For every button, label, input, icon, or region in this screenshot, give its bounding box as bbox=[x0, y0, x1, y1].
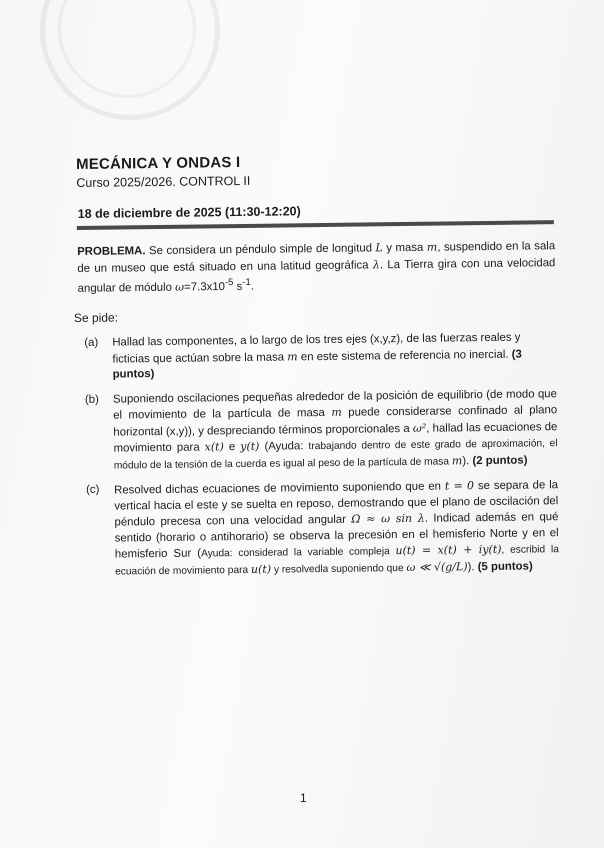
header-rule bbox=[77, 220, 554, 230]
math-omega: ω bbox=[175, 280, 185, 294]
question-c bbox=[86, 477, 559, 580]
help-text: trabajando dentro de este grado de aproximación, el módulo de la tensión de la cuerda es igual al peso de la partícula de masa bbox=[113, 438, 558, 472]
math-m: m bbox=[451, 454, 463, 468]
points: (2 puntos) bbox=[472, 454, 528, 467]
math-yt: y(t) bbox=[240, 440, 260, 454]
math-t0: t = 0 bbox=[444, 479, 475, 493]
text: ). bbox=[467, 560, 478, 574]
question-label: (c) bbox=[86, 484, 100, 497]
text: puede considerarse confinado al plano horizontal (x,y)), y despreciando términos proporcionales a bbox=[113, 404, 558, 439]
math-ut: u(t) bbox=[250, 562, 272, 576]
problem-text: . La Tierra gira con una velocidad angular de módulo bbox=[77, 256, 556, 295]
math-omega-squared: ω² bbox=[412, 421, 427, 435]
se-pide-heading: Se pide: bbox=[73, 310, 119, 326]
exam-date: 18 de diciembre de 2025 (11:30-12:20) bbox=[77, 204, 301, 221]
help-text: y resolvedla suponiendo que bbox=[271, 562, 407, 576]
question-label: (b) bbox=[84, 393, 99, 406]
math-m: m bbox=[287, 350, 298, 364]
points: (5 puntos) bbox=[477, 560, 533, 573]
help-text: , escribid la ecuación de movimiento para bbox=[115, 544, 559, 578]
problem-text: . bbox=[250, 280, 255, 293]
question-text bbox=[112, 330, 557, 383]
problem-text: y masa bbox=[382, 241, 427, 255]
text: Suponiendo oscilaciones pequeñas alrededor de la posición de equilibrio (de modo que el movimiento de la partícula de masa bbox=[112, 387, 558, 422]
math-xt: x(t) bbox=[204, 440, 224, 454]
problem-label: PROBLEMA. bbox=[77, 245, 146, 258]
text: . Indicad además en qué sentido (horario o antihorario) se observa la precesión en el hemisferio Norte y en el hemisferio Sur ( bbox=[114, 511, 559, 561]
problem-text: s bbox=[233, 280, 243, 293]
question-text bbox=[113, 387, 558, 474]
exam-content bbox=[73, 150, 559, 589]
points: (3 puntos) bbox=[112, 348, 522, 381]
text: , hallad las ecuaciones de movimiento para bbox=[113, 420, 558, 455]
math-m: m bbox=[426, 240, 438, 254]
text: ). bbox=[462, 454, 473, 468]
text: e bbox=[223, 441, 241, 454]
text: se separa de la vertical hacia el este y se suelta en reposo, demostrando que el plano de oscilación del péndulo precesa con una velocidad angular bbox=[114, 479, 559, 529]
math-m: m bbox=[331, 406, 342, 420]
course-line: Curso 2025/2026. CONTROL II bbox=[76, 173, 251, 190]
problem-text: =7.3x10 bbox=[184, 280, 226, 294]
question-b bbox=[85, 387, 558, 474]
math-condition: ω ≪ √(g/L) bbox=[406, 560, 468, 574]
text: (Ayuda: bbox=[259, 440, 309, 454]
exam-title: MECÁNICA Y ONDAS I bbox=[76, 153, 241, 173]
question-list bbox=[84, 330, 559, 580]
text: Resolved dichas ecuaciones de movimiento suponiendo que en bbox=[114, 480, 445, 497]
question-text bbox=[114, 477, 559, 579]
math-Omega: Ω ≈ ω sin λ bbox=[351, 512, 425, 526]
math-L: L bbox=[375, 241, 383, 255]
problem-statement bbox=[77, 238, 556, 297]
exponent: -5 bbox=[224, 277, 234, 289]
question-a bbox=[84, 330, 557, 383]
page-number: 1 bbox=[300, 791, 307, 805]
text: en este sistema de referencia no inercial. bbox=[297, 348, 512, 364]
exponent: -1 bbox=[242, 276, 251, 288]
problem-text: Se considera un péndulo simple de longitud bbox=[145, 242, 376, 258]
math-lambda: λ bbox=[372, 257, 380, 271]
help-text: Ayuda: considerad la variable compleja bbox=[201, 546, 396, 560]
math-ut: u(t) = x(t) + iy(t) bbox=[395, 543, 502, 558]
problem-text: , suspendido en la sala de un museo que está situado en una latitud geográfica bbox=[77, 240, 556, 275]
question-label: (a) bbox=[84, 337, 99, 350]
text: Hallad las componentes, a lo largo de los tres ejes (x,y,z), de las fuerzas reales y ficticias que actúan sobre la masa bbox=[112, 331, 521, 366]
